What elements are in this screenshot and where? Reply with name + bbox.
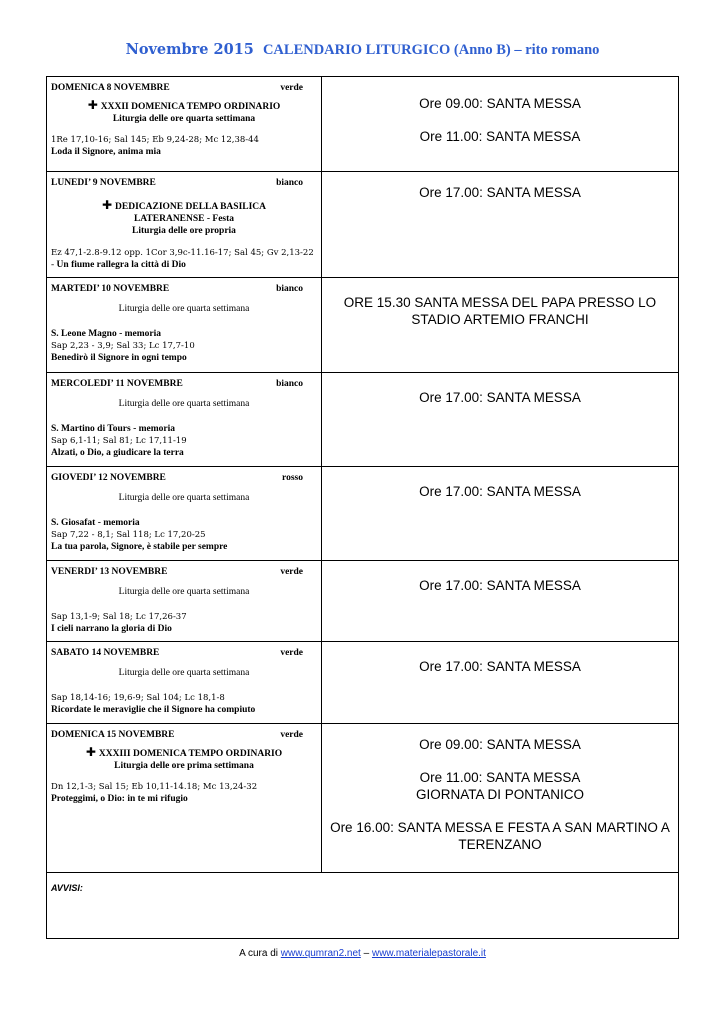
mass-time: Ore 16.00: SANTA MESSA E FESTA A SAN MARTINO A TERENZANO (330, 820, 670, 852)
mass-cell (322, 278, 679, 373)
liturgical-color: bianco (276, 284, 303, 294)
liturgical-color: verde (280, 730, 303, 740)
liturgical-color: bianco (276, 178, 303, 188)
mass-time: Ore 17.00: SANTA MESSA (419, 185, 581, 200)
liturgical-color: verde (280, 83, 303, 93)
mass-time: Ore 09.00: SANTA MESSA (419, 96, 581, 111)
psalm-response: Loda il Signore, anima mia (51, 147, 161, 157)
liturgy-label: Liturgia delle ore propria (132, 226, 236, 236)
readings-refs: Sap 18,14-16; 19,6-9; Sal 104; Lc 18,1-8 (51, 693, 225, 703)
footer-separator: – (363, 948, 370, 959)
mass-time: Ore 09.00: SANTA MESSA (419, 737, 581, 752)
mass-time: Ore 17.00: SANTA MESSA (419, 578, 581, 593)
table-row (47, 561, 679, 642)
liturgical-color: bianco (276, 379, 303, 389)
day-cell (47, 561, 322, 642)
readings-refs: Sap 13,1-9; Sal 18; Lc 17,26-37 (51, 612, 187, 622)
psalm-response: Benedirò il Signore in ogni tempo (51, 353, 187, 363)
feast-label: XXXII DOMENICA TEMPO ORDINARIO (100, 102, 281, 112)
psalm-response: Alzati, o Dio, a giudicare la terra (51, 448, 184, 458)
psalm-response: La tua parola, Signore, è stabile per sempre (51, 542, 228, 552)
feast-label: DEDICAZIONE DELLA BASILICA LATERANENSE - Festa (115, 202, 267, 224)
cross-icon: ✚ (87, 98, 98, 112)
mass-time: Ore 11.00: SANTA MESSA (419, 129, 581, 144)
liturgical-calendar-table (46, 76, 679, 939)
memorial-label: S. Leone Magno - memoria (51, 329, 162, 339)
feast-label: XXXIII DOMENICA TEMPO ORDINARIO (98, 749, 283, 759)
readings-refs: Ez 47,1-2.8-9.12 opp. 1Cor 3,9c-11.16-17; Sal 45; Gv 2,13-22 (51, 248, 314, 258)
mass-cell (322, 172, 679, 278)
liturgical-color: rosso (282, 473, 303, 483)
table-row (47, 278, 679, 373)
cross-icon: ✚ (85, 745, 96, 759)
table-row (47, 642, 679, 724)
memorial-label: S. Giosafat - memoria (51, 518, 140, 528)
day-label: MERCOLEDI’ 11 NOVEMBRE (51, 379, 183, 389)
day-label: DOMENICA 8 NOVEMBRE (51, 83, 170, 93)
footer-prefix: A cura di (239, 948, 279, 959)
psalm-response: Un fiume rallegra la città di Dio (56, 260, 186, 270)
psalm-response: Proteggimi, o Dio: in te mi rifugio (51, 794, 188, 804)
day-label: GIOVEDI’ 12 NOVEMBRE (51, 473, 166, 483)
mass-cell (322, 561, 679, 642)
mass-cell (322, 642, 679, 724)
psalm-response: Ricordate le meraviglie che il Signore ha compiuto (51, 705, 256, 715)
readings-refs: Sap 2,23 - 3,9; Sal 33; Lc 17,7-10 (51, 341, 195, 351)
day-label: SABATO 14 NOVEMBRE (51, 648, 160, 658)
footer-link-materialepastorale[interactable]: www.materialepastorale.it (371, 948, 486, 959)
footer-link-qumran[interactable]: www.qumran2.net (280, 948, 361, 959)
readings-refs: Sap 6,1-11; Sal 81; Lc 17,11-19 (51, 436, 187, 446)
liturgy-label: Liturgia delle ore quarta settimana (112, 114, 256, 124)
psalm-response: I cieli narrano la gloria di Dio (51, 624, 172, 634)
day-label: MARTEDI’ 10 NOVEMBRE (51, 284, 170, 294)
mass-cell (322, 373, 679, 467)
table-row (47, 467, 679, 561)
page-title (0, 41, 725, 59)
liturgy-label: Liturgia delle ore prima settimana (114, 761, 254, 771)
liturgy-label: Liturgia delle ore quarta settimana (118, 587, 250, 597)
day-cell (47, 724, 322, 873)
memorial-label: S. Martino di Tours - memoria (51, 424, 176, 434)
day-cell (47, 77, 322, 172)
day-cell: LUNEDI’ 9 NOVEMBRE bianco ✚ DEDICAZIONE DELLA BASILICA LATERANENSE - Festa Liturgia delle ore propria Ez 47,1-2.8-9.12 opp. 1Cor 3,9c-11.16-17; Sal 45; Gv 2,13-22 - Un fiume rallegra la città di Dio (47, 172, 322, 278)
table-row (47, 373, 679, 467)
table-row (47, 724, 679, 873)
day-cell (47, 278, 322, 373)
table-row (47, 77, 679, 172)
mass-time: Ore 11.00: SANTA MESSA GIORNATA DI PONTANICO (415, 770, 584, 802)
mass-time: ORE 15.30 SANTA MESSA DEL PAPA PRESSO LO STADIO ARTEMIO FRANCHI (343, 295, 657, 327)
mass-time: Ore 17.00: SANTA MESSA (419, 390, 581, 405)
mass-cell (322, 77, 679, 172)
title-text: CALENDARIO LITURGICO (Anno B) – rito romano (262, 42, 600, 58)
day-cell (47, 373, 322, 467)
mass-time: Ore 17.00: SANTA MESSA (419, 484, 581, 499)
liturgy-label: Liturgia delle ore quarta settimana (118, 399, 250, 409)
liturgical-color: verde (280, 648, 303, 658)
liturgy-label: Liturgia delle ore quarta settimana (118, 493, 250, 503)
readings-refs: Dn 12,1-3; Sal 15; Eb 10,11-14.18; Mc 13,24-32 (51, 782, 258, 792)
cross-icon: ✚ (101, 198, 113, 212)
readings-refs: 1Re 17,10-16; Sal 145; Eb 9,24-28; Mc 12,38-44 (51, 135, 259, 145)
day-label: DOMENICA 15 NOVEMBRE (51, 730, 175, 740)
footer (0, 948, 725, 959)
mass-cell (322, 724, 679, 873)
mass-cell (322, 467, 679, 561)
day-label: LUNEDI’ 9 NOVEMBRE (51, 178, 156, 188)
title-month: Novembre 2015 (125, 41, 254, 58)
liturgy-label: Liturgia delle ore quarta settimana (118, 668, 250, 678)
readings-refs: Sap 7,22 - 8,1; Sal 118; Lc 17,20-25 (51, 530, 206, 540)
liturgy-label: Liturgia delle ore quarta settimana (118, 304, 250, 314)
mass-time: Ore 17.00: SANTA MESSA (419, 659, 581, 674)
table-row (47, 873, 679, 939)
day-cell (47, 642, 322, 724)
avvisi-cell (47, 873, 679, 939)
day-cell (47, 467, 322, 561)
table-row (47, 172, 679, 278)
liturgical-color: verde (280, 567, 303, 577)
avvisi-label: AVVISI: (51, 883, 83, 893)
day-label: VENERDI’ 13 NOVEMBRE (51, 567, 168, 577)
